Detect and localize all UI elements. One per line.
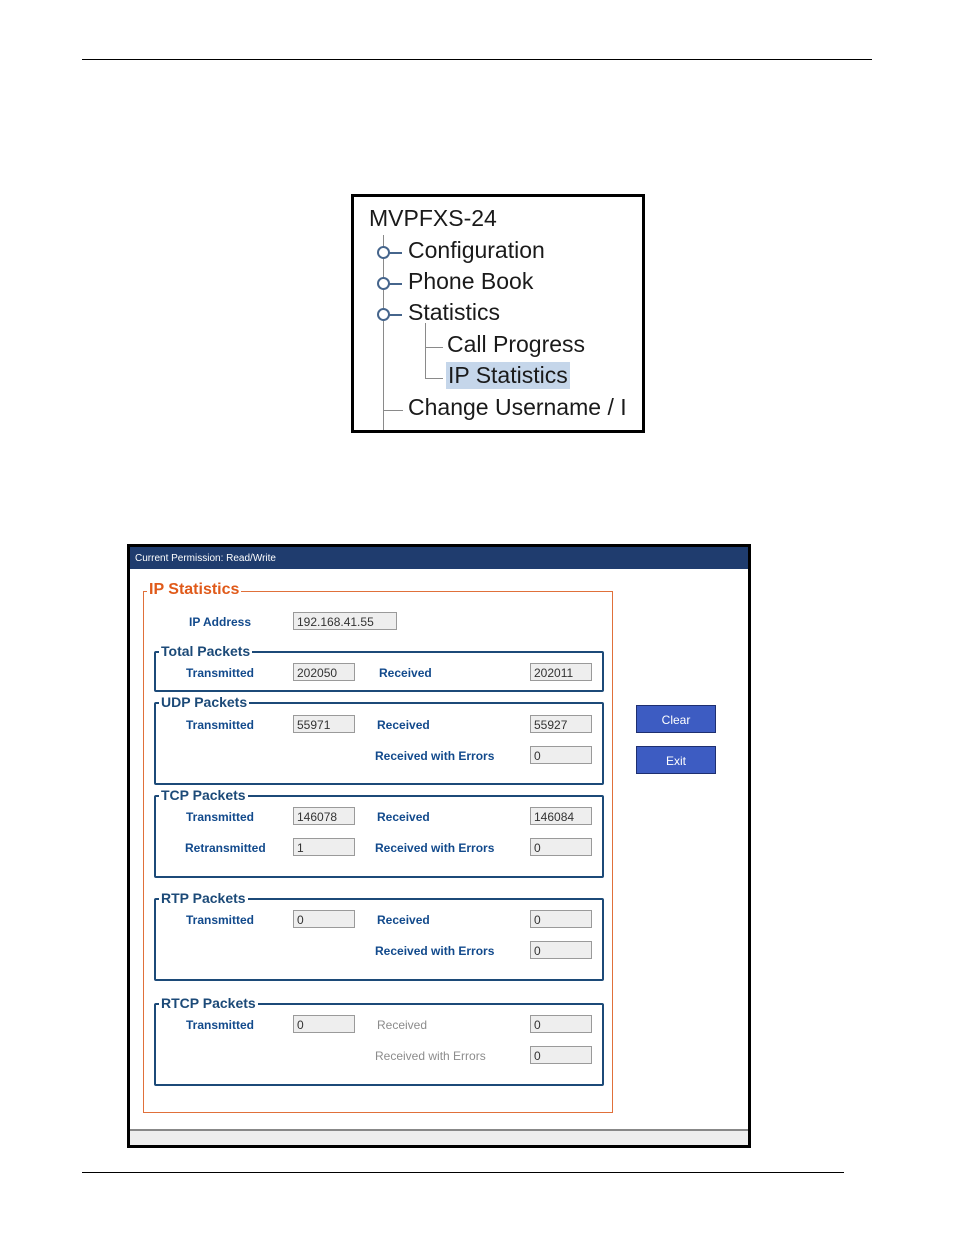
- udp-errors-label: Received with Errors: [375, 749, 495, 763]
- exit-button[interactable]: Exit: [636, 746, 716, 774]
- udp-packets-title: UDP Packets: [161, 694, 248, 710]
- rtcp-received-field[interactable]: 0: [530, 1015, 592, 1033]
- tree-root[interactable]: MVPFXS-24: [369, 205, 497, 231]
- tcp-errors-label: Received with Errors: [375, 841, 495, 855]
- rtp-transmitted-field[interactable]: 0: [293, 910, 355, 928]
- tcp-received-label: Received: [377, 810, 430, 824]
- key-stem: [388, 314, 402, 316]
- tree-trunk-line: [383, 235, 384, 433]
- clear-button[interactable]: Clear: [636, 705, 716, 733]
- total-transmitted-field[interactable]: 202050: [293, 663, 355, 681]
- ip-address-field[interactable]: 192.168.41.55: [293, 612, 397, 630]
- tcp-retransmitted-field[interactable]: 1: [293, 838, 355, 856]
- rtcp-errors-field[interactable]: 0: [530, 1046, 592, 1064]
- tree-connector: [425, 378, 443, 379]
- udp-errors-field[interactable]: 0: [530, 746, 592, 764]
- tree-connector: [383, 410, 403, 411]
- key-stem: [388, 252, 402, 254]
- tcp-packets-title: TCP Packets: [161, 787, 246, 803]
- total-packets-title: Total Packets: [161, 643, 251, 659]
- panel-title: IP Statistics: [149, 581, 240, 598]
- rtp-errors-label: Received with Errors: [375, 944, 495, 958]
- rtp-errors-field[interactable]: 0: [530, 941, 592, 959]
- rtp-packets-title: RTP Packets: [161, 890, 246, 906]
- tcp-transmitted-field[interactable]: 146078: [293, 807, 355, 825]
- rtcp-errors-label: Received with Errors: [375, 1049, 486, 1063]
- permission-bar: Current Permission: Read/Write: [130, 547, 748, 569]
- udp-transmitted-label: Transmitted: [186, 718, 255, 732]
- ip-address-label: IP Address: [189, 615, 252, 629]
- rtcp-packets-title: RTCP Packets: [161, 995, 256, 1011]
- udp-transmitted-field[interactable]: 55971: [293, 715, 355, 733]
- tcp-errors-field[interactable]: 0: [530, 838, 592, 856]
- tree-item-configuration[interactable]: Configuration: [408, 237, 545, 263]
- udp-received-field[interactable]: 55927: [530, 715, 592, 733]
- tree-item-change-username[interactable]: Change Username / I: [408, 394, 627, 420]
- rtp-transmitted-label: Transmitted: [186, 913, 255, 927]
- tree-item-call-progress[interactable]: Call Progress: [447, 331, 586, 357]
- tree-branch-line: [425, 323, 426, 379]
- rtp-received-field[interactable]: 0: [530, 910, 592, 928]
- rtcp-transmitted-field[interactable]: 0: [293, 1015, 355, 1033]
- header-rule: [82, 59, 872, 60]
- tree-item-statistics[interactable]: Statistics: [408, 299, 501, 325]
- tree-item-phone-book[interactable]: Phone Book: [408, 268, 534, 294]
- ip-statistics-window: [127, 544, 751, 1148]
- total-transmitted-label: Transmitted: [186, 666, 255, 680]
- rtp-received-label: Received: [377, 913, 430, 927]
- navigation-tree: [351, 194, 645, 433]
- total-received-label: Received: [379, 666, 432, 680]
- tree-item-ip-statistics[interactable]: IP Statistics: [448, 362, 568, 388]
- tree-connector: [425, 347, 443, 348]
- rtcp-transmitted-label: Transmitted: [186, 1018, 255, 1032]
- rtcp-received-label: Received: [377, 1018, 428, 1032]
- total-received-field[interactable]: 202011: [530, 663, 592, 681]
- tcp-retransmitted-label: Retransmitted: [185, 841, 266, 855]
- status-bar: [130, 1129, 748, 1147]
- tcp-received-field[interactable]: 146084: [530, 807, 592, 825]
- udp-received-label: Received: [377, 718, 430, 732]
- tcp-transmitted-label: Transmitted: [186, 810, 255, 824]
- key-stem: [388, 283, 402, 285]
- footer-rule: [82, 1172, 844, 1173]
